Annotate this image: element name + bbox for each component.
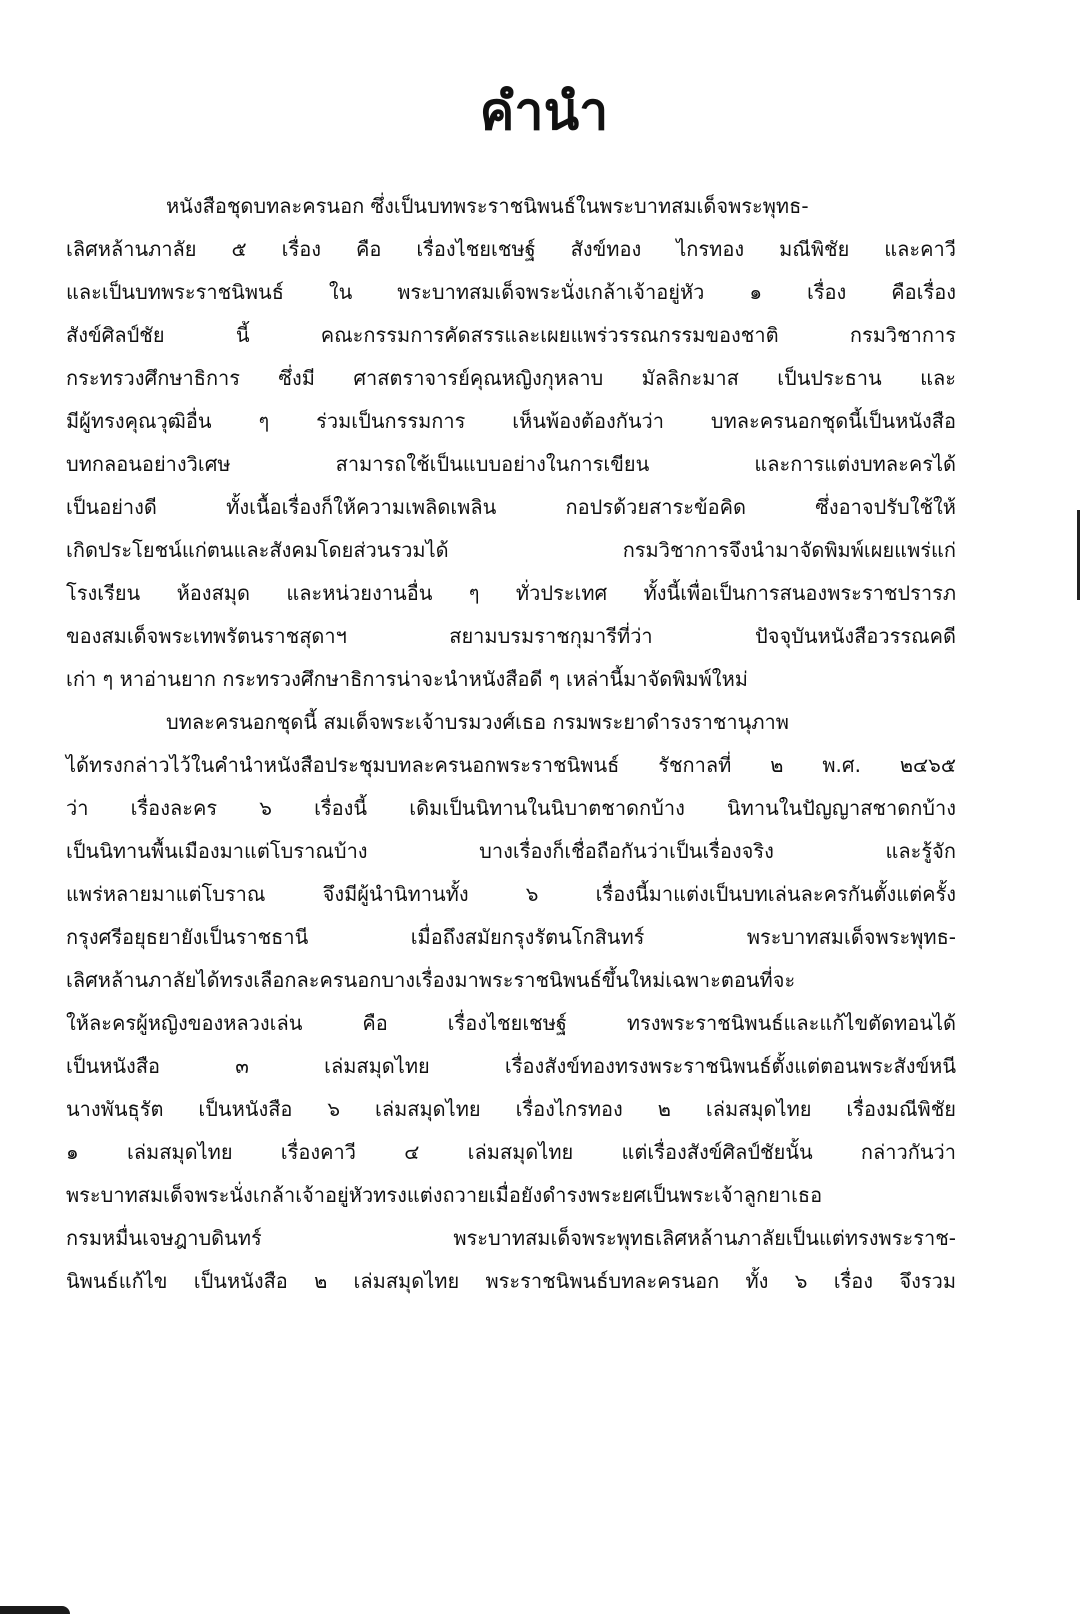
text-line: กรุงศรีอยุธยายังเป็นราชธานี เมื่อถึงสมัยกรุงรัตนโกสินทร์ พระบาทสมเด็จพระพุทธ- — [66, 925, 956, 949]
page-title: คำนำ — [479, 82, 609, 142]
text-line: บทกลอนอย่างวิเศษ สามารถใช้เป็นแบบอย่างในการเขียน และการแต่งบทละครได้ — [66, 452, 956, 476]
text-line: ๑ เล่มสมุดไทย เรื่องคาวี ๔ เล่มสมุดไทย แต่เรื่องสังข์ศิลป์ชัยนั้น กล่าวกันว่า — [66, 1140, 956, 1164]
text-line: ให้ละครผู้หญิงของหลวงเล่น คือ เรื่องไชยเชษฐ์ ทรงพระราชนิพนธ์และแก้ไขตัดทอนได้ — [66, 1011, 956, 1035]
text-line: มีผู้ทรงคุณวุฒิอื่น ๆ ร่วมเป็นกรรมการ เห็นพ้องต้องกันว่า บทละครนอกชุดนี้เป็นหนังสือ — [66, 409, 956, 433]
text-line: ว่า เรื่องละคร ๖ เรื่องนี้ เดิมเป็นนิทานในนิบาตชาดกบ้าง นิทานในปัญญาสชาดกบ้าง — [66, 796, 956, 820]
scan-edge-mark — [1077, 510, 1080, 600]
text-line: เลิศหล้านภาลัย ๕ เรื่อง คือ เรื่องไชยเชษฐ์ สังข์ทอง ไกรทอง มณีพิชัย และคาวี — [66, 237, 956, 261]
text-line: เก่า ๆ หาอ่านยาก กระทรวงศึกษาธิการน่าจะนำหนังสือดี ๆ เหล่านี้มาจัดพิมพ์ใหม่ — [66, 667, 748, 691]
text-line: หนังสือชุดบทละครนอก ซึ่งเป็นบทพระราชนิพนธ์ในพระบาทสมเด็จพระพุทธ- — [166, 194, 809, 218]
text-line: ของสมเด็จพระเทพรัตนราชสุดาฯ สยามบรมราชกุมารีที่ว่า ปัจจุบันหนังสือวรรณคดี — [66, 624, 956, 648]
text-line: เป็นอย่างดี ทั้งเนื้อเรื่องก็ให้ความเพลิดเพลิน กอปรด้วยสาระข้อคิด ซึ่งอาจปรับใช้ให้ — [66, 495, 956, 519]
text-line: กรมหมื่นเจษฎาบดินทร์ พระบาทสมเด็จพระพุทธเลิศหล้านภาลัยเป็นแต่ทรงพระราช- — [66, 1226, 956, 1250]
text-line: โรงเรียน ห้องสมุด และหน่วยงานอื่น ๆ ทั่วประเทศ ทั้งนี้เพื่อเป็นการสนองพระราชปรารภ — [66, 581, 956, 605]
text-line: นิพนธ์แก้ไข เป็นหนังสือ ๒ เล่มสมุดไทย พระราชนิพนธ์บทละครนอก ทั้ง ๖ เรื่อง จึงรวม — [66, 1269, 956, 1293]
text-line: สังข์ศิลป์ชัย นี้ คณะกรรมการคัดสรรและเผยแพร่วรรณกรรมของชาติ กรมวิชาการ — [66, 323, 956, 347]
text-line: พระบาทสมเด็จพระนั่งเกล้าเจ้าอยู่หัวทรงแต่งถวายเมื่อยังดำรงพระยศเป็นพระเจ้าลูกยาเธอ — [66, 1183, 823, 1207]
text-line: ได้ทรงกล่าวไว้ในคำนำหนังสือประชุมบทละครนอกพระราชนิพนธ์ รัชกาลที่ ๒ พ.ศ. ๒๔๖๕ — [66, 753, 956, 777]
text-line: เป็นหนังสือ ๓ เล่มสมุดไทย เรื่องสังข์ทองทรงพระราชนิพนธ์ตั้งแต่ตอนพระสังข์หนี — [66, 1054, 956, 1078]
text-line: นางพันธุรัต เป็นหนังสือ ๖ เล่มสมุดไทย เรื่องไกรทอง ๒ เล่มสมุดไทย เรื่องมณีพิชัย — [66, 1097, 956, 1121]
text-line: แพร่หลายมาแต่โบราณ จึงมีผู้นำนิทานทั้ง ๖ เรื่องนี้มาแต่งเป็นบทเล่นละครกันตั้งแต่ครั้ง — [66, 882, 956, 906]
scan-corner-smudge — [0, 1606, 70, 1614]
text-line: เลิศหล้านภาลัยได้ทรงเลือกละครนอกบางเรื่องมาพระราชนิพนธ์ขึ้นใหม่เฉพาะตอนที่จะ — [66, 968, 796, 992]
text-line: กระทรวงศึกษาธิการ ซึ่งมี ศาสตราจารย์คุณหญิงกุหลาบ มัลลิกะมาส เป็นประธาน และ — [66, 366, 956, 390]
text-line: เป็นนิทานพื้นเมืองมาแต่โบราณบ้าง บางเรื่องก็เชื่อถือกันว่าเป็นเรื่องจริง และรู้จัก — [66, 839, 956, 863]
text-line: บทละครนอกชุดนี้ สมเด็จพระเจ้าบรมวงศ์เธอ กรมพระยาดำรงราชานุภาพ — [166, 710, 789, 734]
text-line: เกิดประโยชน์แก่ตนและสังคมโดยส่วนรวมได้ กรมวิชาการจึงนำมาจัดพิมพ์เผยแพร่แก่ — [66, 538, 956, 562]
text-line: และเป็นบทพระราชนิพนธ์ ใน พระบาทสมเด็จพระนั่งเกล้าเจ้าอยู่หัว ๑ เรื่อง คือเรื่อง — [66, 280, 956, 304]
